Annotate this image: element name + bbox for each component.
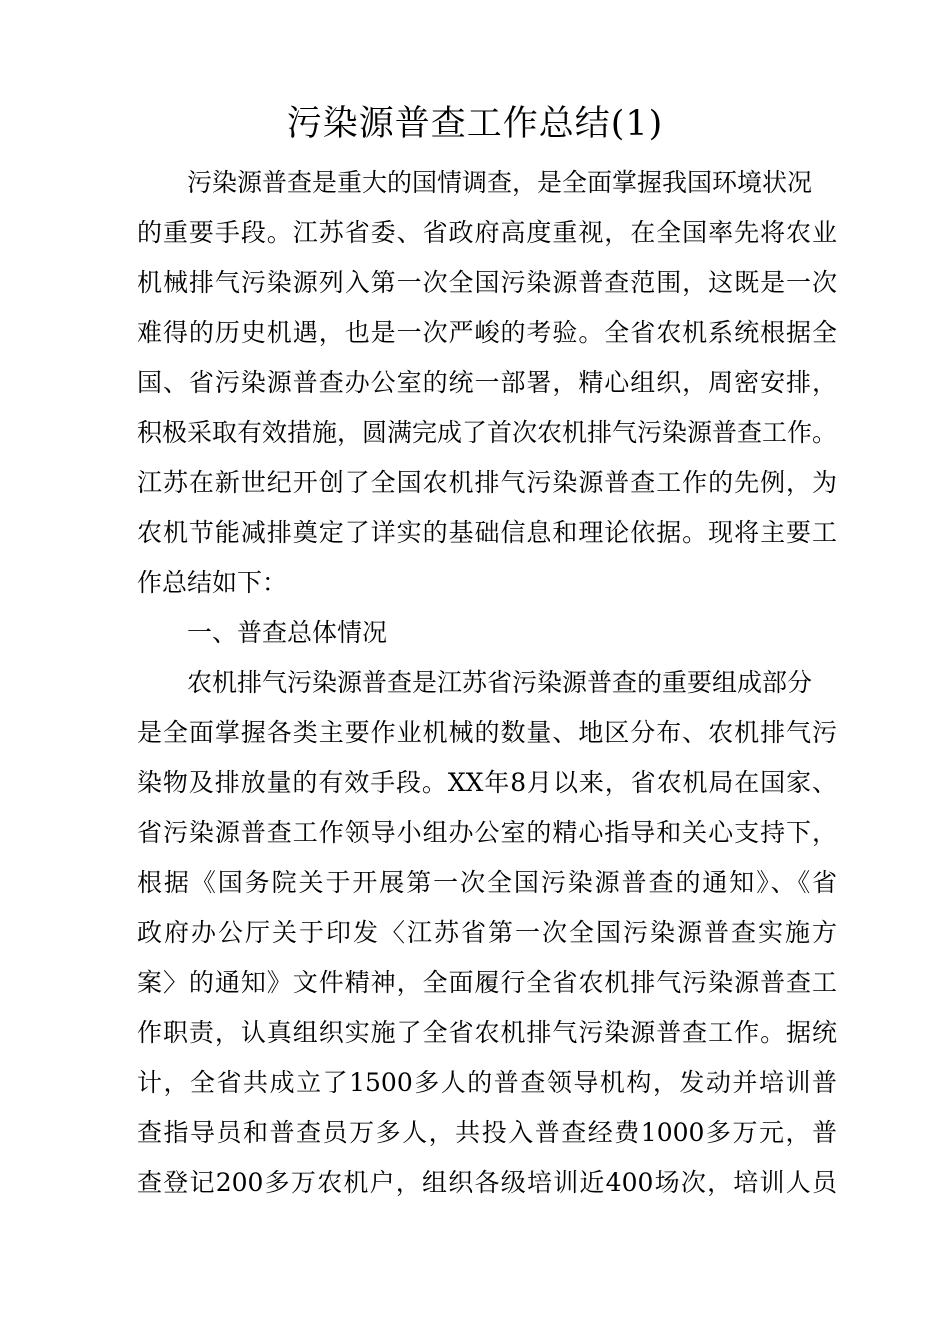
paragraph-line: 政府办公厅关于印发〈江苏省第一次全国污染源普查实施方: [137, 918, 837, 947]
section-heading: 一、普查总体情况: [187, 618, 388, 647]
paragraph-line: 农机排气污染源普查是江苏省污染源普查的重要组成部分: [187, 668, 813, 697]
paragraph-line: 江苏在新世纪开创了全国农机排气污染源普查工作的先例，为: [137, 468, 837, 497]
paragraph-line: 作职责，认真组织实施了全省农机排气污染源普查工作。据统: [137, 1018, 837, 1047]
paragraph-line: 农机节能减排奠定了详实的基础信息和理论依据。现将主要工: [137, 518, 837, 547]
paragraph-line: 是全面掌握各类主要作业机械的数量、地区分布、农机排气污: [137, 718, 837, 747]
paragraph-line: 查登记200多万农机户，组织各级培训近400场次，培训人员: [137, 1168, 837, 1197]
document-body: [137, 158, 837, 1208]
paragraph-line: 难得的历史机遇，也是一次严峻的考验。全省农机系统根据全: [137, 318, 837, 347]
paragraph-line: 计，全省共成立了1500多人的普查领导机构，发动并培训普: [137, 1068, 837, 1097]
paragraph-line: 的重要手段。江苏省委、省政府高度重视，在全国率先将农业: [137, 218, 837, 247]
paragraph-line: 积极采取有效措施，圆满完成了首次农机排气污染源普查工作。: [137, 418, 838, 447]
paragraph-line: 污染源普查是重大的国情调查，是全面掌握我国环境状况: [187, 168, 813, 197]
document-title: 污染源普查工作总结(1): [286, 104, 664, 144]
paragraph-line: 根据《国务院关于开展第一次全国污染源普查的通知》、《省: [137, 868, 837, 897]
paragraph-line: 省污染源普查工作领导小组办公室的精心指导和关心支持下，: [137, 818, 837, 847]
paragraph-line: 染物及排放量的有效手段。XX年8月以来，省农机局在国家、: [137, 768, 837, 797]
paragraph-line: 机械排气污染源列入第一次全国污染源普查范围，这既是一次: [137, 268, 837, 297]
paragraph-line: 查指导员和普查员万多人，共投入普查经费1000多万元，普: [137, 1118, 837, 1147]
paragraph-line: 作总结如下：: [137, 568, 288, 597]
paragraph-line: 国、省污染源普查办公室的统一部署，精心组织，周密安排，: [137, 368, 837, 397]
paragraph-line: 案〉的通知》文件精神，全面履行全省农机排气污染源普查工: [137, 968, 837, 997]
